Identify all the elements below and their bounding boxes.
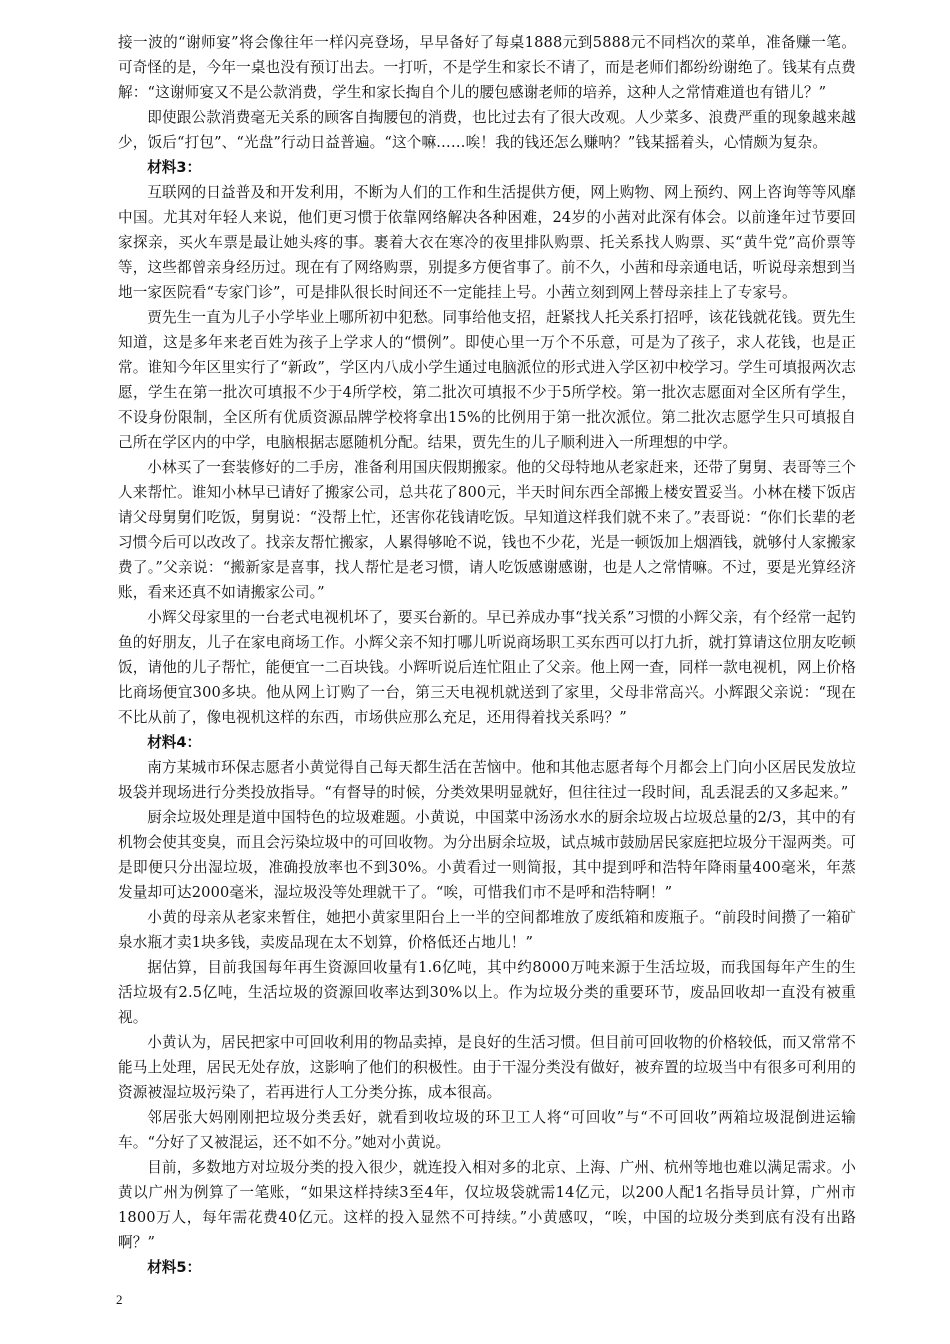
- material-4-heading: 材料4：: [147, 734, 202, 751]
- paragraph-recycling-estimate: 据估算，目前我国每年再生资源回收量有1.6亿吨，其中约8000万吨来源于生活垃圾，而我国每年产生的生活垃圾有2.5亿吨，生活垃圾的资源回收率达到30%以上。作为垃圾分类的重要环节，废品回收却一直没有被重视。: [118, 959, 856, 1026]
- page-number: 2: [116, 1292, 123, 1307]
- paragraph-xiaolin-moving: 小林买了一套装修好的二手房，准备利用国庆假期搬家。他的父母特地从老家赶来，还带了舅舅、表哥等三个人来帮忙。谁知小林早已请好了搬家公司，总共花了800元，半天时间东西全部搬上楼安置妥当。小林在楼下饭店请父母舅舅们吃饭，舅舅说：“没帮上忙，还害你花钱请吃饭。早知道这样我们就不来了。”表哥说：“你们长辈的老习惯今后可以改改了。找亲友帮忙搬家，人累得够呛不说，钱也不少花，光是一顿饭加上烟酒钱，就够付人家搬家费了。”父亲说：“搬新家是喜事，找人帮忙是老习惯，请人吃饭感谢感谢，也是人之常情嘛。不过，要是光算经济账，看来还真不如请搬家公司。”: [118, 459, 856, 601]
- paragraph-xieshiyan-menu: 接一波的“谢师宴”将会像往年一样闪亮登场，早早备好了每桌1888元到5888元不同档次的菜单，准备赚一笔。可奇怪的是，今年一桌也没有预订出去。一打听，不是学生和家长不请了，而是老师们都纷纷谢绝了。钱某有点费解：“这谢师宴又不是公款消费，学生和家长掏自个儿的腰包感谢老师的培养，这种人之常情难道也有错儿？”: [118, 34, 856, 101]
- document-page: [118, 30, 856, 1280]
- paragraph-volunteer-xiaohuang: 南方某城市环保志愿者小黄觉得自己每天都生活在苦恼中。他和其他志愿者每个月都会上门向小区居民发放垃圾袋并现场进行分类投放指导。“有督导的时候，分类效果明显就好，但往往过一段时间，乱丢混丢的又多起来。”: [118, 759, 856, 801]
- paragraph-internet-convenience: 互联网的日益普及和开发利用，不断为人们的工作和生活提供方便，网上购物、网上预约、网上咨询等等风靡中国。尤其对年轻人来说，他们更习惯于依靠网络解决各种困难，24岁的小茜对此深有体会。以前逢年过节要回家探亲，买火车票是最让她头疼的事。裹着大衣在寒冷的夜里排队购票、托关系找人购票、买“黄牛党”高价票等等，这些都曾亲身经历过。现在有了网络购票，别提多方便省事了。前不久，小茜和母亲通电话，听说母亲想到当地一家医院看“专家门诊”，可是排队很长时间还不一定能挂上号。小茜立刻到网上替母亲挂上了专家号。: [118, 184, 856, 301]
- paragraph-kitchen-waste: 厨余垃圾处理是道中国特色的垃圾难题。小黄说，中国菜中汤汤水水的厨余垃圾占垃圾总量的2/3，其中的有机物会使其变臭，而且会污染垃圾中的可回收物。为分出厨余垃圾，试点城市鼓励居民家庭把垃圾分干湿两类。可是即便只分出湿垃圾，准确投放率也不到30%。小黄看过一则简报，其中提到呼和浩特年降雨量400毫米，年蒸发量却可达2000毫米，湿垃圾没等处理就干了。“唉，可惜我们市不是呼和浩特啊！”: [118, 809, 856, 901]
- paragraph-mr-jia-school: 贾先生一直为儿子小学毕业上哪所初中犯愁。同事给他支招，赶紧找人托关系打招呼，该花钱就花钱。贾先生知道，这是多年来老百姓为孩子上学求人的“惯例”。即使心里一万个不乐意，可是为了孩子，求人花钱，也是正常。谁知今年区里实行了“新政”，学区内八成小学生通过电脑派位的形式进入学区初中校学习。学生可填报两次志愿，学生在第一批次可填报不少于4所学校，第二批次可填报不少于5所学校。第一批次志愿面对全区所有学生，不设身份限制，全区所有优质资源品牌学校将拿出15%的比例用于第一批次派位。第二批次志愿学生只可填报自己所在学区内的中学，电脑根据志愿随机分配。结果，贾先生的儿子顺利进入一所理想的中学。: [118, 309, 856, 451]
- material-3-heading: 材料3：: [147, 159, 202, 176]
- paragraph-investment-cost: 目前，多数地方对垃圾分类的投入很少，就连投入相对多的北京、上海、广州、杭州等地也难以满足需求。小黄以广州为例算了一笔账，“如果这样持续3至4年，仅垃圾袋就需14亿元，以200人配1名指导员计算，广州市1800万人，每年需花费40亿元。这样的投入显然不可持续。”小黄感叹，“唉，中国的垃圾分类到底有没有出路啊？”: [118, 1159, 856, 1251]
- material-5-heading: 材料5：: [147, 1259, 202, 1276]
- paragraph-self-paid-consumption: 即使跟公款消费毫无关系的顾客自掏腰包的消费，也比过去有了很大改观。人少菜多、浪费严重的现象越来越少，饭后“打包”、“光盘”行动日益普遍。“这个嘛……唉！我的钱还怎么赚呐？”钱某摇着头，心情颇为复杂。: [118, 109, 856, 151]
- paragraph-mother-recyclables: 小黄的母亲从老家来暂住，她把小黄家里阳台上一半的空间都堆放了废纸箱和废瓶子。“前段时间攒了一箱矿泉水瓶才卖1块多钱，卖废品现在太不划算，价格低还占地儿！”: [118, 909, 856, 951]
- paragraph-xiaohui-tv: 小辉父母家里的一台老式电视机坏了，要买台新的。早已养成办事“找关系”习惯的小辉父亲，有个经常一起钓鱼的好朋友，儿子在家电商场工作。小辉父亲不知打哪儿听说商场职工买东西可以打九折，就打算请这位朋友吃顿饭，请他的儿子帮忙，能便宜一二百块钱。小辉听说后连忙阻止了父亲。他上网一查，同样一款电视机，网上价格比商场便宜300多块。他从网上订购了一台，第三天电视机就送到了家里，父母非常高兴。小辉跟父亲说：“现在不比从前了，像电视机这样的东西，市场供应那么充足，还用得着找关系吗？”: [118, 609, 856, 726]
- paragraph-recycling-habit: 小黄认为，居民把家中可回收利用的物品卖掉，是良好的生活习惯。但目前可回收物的价格较低，而又常常不能马上处理，居民无处存放，这影响了他们的积极性。由于干湿分类没有做好，被弃置的垃圾当中有很多可利用的资源被湿垃圾污染了，若再进行人工分类分拣，成本很高。: [118, 1034, 856, 1101]
- paragraph-mixed-transport: 邻居张大妈刚刚把垃圾分类丢好，就看到收垃圾的环卫工人将“可回收”与“不可回收”两箱垃圾混倒进运输车。“分好了又被混运，还不如不分。”她对小黄说。: [118, 1109, 856, 1151]
